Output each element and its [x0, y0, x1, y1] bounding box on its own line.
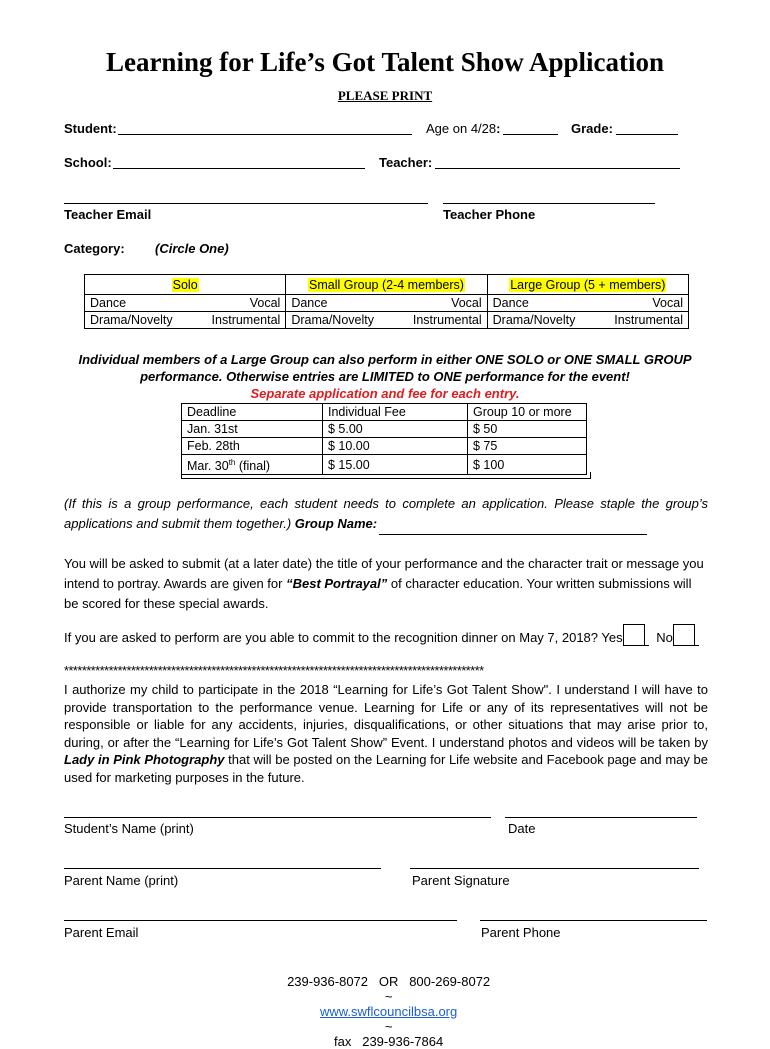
- category-small-group[interactable]: Small Group (2-4 members): [286, 275, 487, 295]
- grade-field[interactable]: [616, 134, 678, 135]
- parent-signature-label: Parent Signature: [412, 873, 510, 888]
- teacher-phone-field[interactable]: [443, 203, 655, 204]
- teacher-field[interactable]: [435, 168, 680, 169]
- parent-signature-field[interactable]: [410, 868, 699, 869]
- fee-cell: Jan. 31st: [182, 421, 323, 438]
- footer-fax: fax 239-936-7864: [334, 1034, 444, 1049]
- page-title: Learning for Life’s Got Talent Show Application: [105, 47, 665, 77]
- footer-tilde: ~: [384, 989, 393, 1004]
- yes-checkbox[interactable]: [623, 624, 645, 646]
- no-label: No: [656, 630, 673, 645]
- footer-tilde: ~: [384, 1019, 393, 1034]
- fee-cell: $ 100: [468, 455, 587, 475]
- fee-header: Group 10 or more: [468, 404, 587, 421]
- parent-name-label: Parent Name (print): [64, 873, 179, 888]
- authorization-paragraph: I authorize my child to participate in the 2018 “Learning for Life’s Got Talent Show". I understand I will have to provide transportation to the performance venue. Learning for Life or any of its representatives will not be responsible or liable for any accidents, injuries, disqualifications, or other situations that may arise prior to, during, or after the “Learning for Life’s Got Talent Show” Event. I understand photos and videos will be taken by Lady in Pink Photography that will be posted on the Learning for Life website and Facebook page and may be used for marketing purposes in the future.: [64, 682, 709, 785]
- fee-header: Individual Fee: [323, 404, 468, 421]
- school-field[interactable]: [113, 168, 365, 169]
- date-label: Date: [508, 821, 536, 836]
- notice-line-2: performance. Otherwise entries are LIMITED to ONE performance for the event!: [140, 369, 630, 384]
- website-link[interactable]: www.swflcouncilbsa.org: [319, 1004, 458, 1019]
- fee-row: [182, 438, 587, 455]
- group-name-field[interactable]: [379, 514, 647, 535]
- submission-paragraph: You will be asked to submit (at a later date) the title of your performance and the character trait or message you intend to portray. Awards are given for “Best Portrayal” of character education. Your written submissions will be scored for these special awards.: [64, 556, 704, 611]
- category-cell[interactable]: Drama/Novelty Instrumental: [286, 312, 487, 329]
- notice-line-1: Individual members of a Large Group can also perform in either ONE SOLO or ONE SMALL GROUP: [78, 352, 692, 367]
- parent-phone-field[interactable]: [480, 920, 707, 921]
- fee-cell: $ 50: [468, 421, 587, 438]
- category-label: Category:: [64, 241, 125, 256]
- fee-table: [181, 403, 587, 475]
- category-solo[interactable]: Solo: [85, 275, 286, 295]
- age-label: Age on 4/28:: [426, 121, 501, 136]
- circle-one-note: (Circle One): [155, 241, 229, 256]
- fee-cell: $ 5.00: [323, 421, 468, 438]
- category-cell[interactable]: Drama/Novelty Instrumental: [85, 312, 286, 329]
- fee-header: Deadline: [182, 404, 323, 421]
- parent-name-field[interactable]: [64, 868, 381, 869]
- no-checkbox[interactable]: [673, 624, 695, 646]
- category-row: [85, 312, 689, 329]
- student-field[interactable]: [118, 134, 412, 135]
- fee-cell: Feb. 28th: [182, 438, 323, 455]
- category-large-group[interactable]: Large Group (5 + members): [487, 275, 688, 295]
- parent-email-label: Parent Email: [64, 925, 139, 940]
- category-cell[interactable]: Dance Vocal: [487, 295, 688, 312]
- footer-phones: 239-936-8072 OR 800-269-8072: [287, 974, 491, 989]
- date-field[interactable]: [505, 817, 697, 818]
- category-cell[interactable]: Dance Vocal: [85, 295, 286, 312]
- fee-row: [182, 421, 587, 438]
- category-cell[interactable]: Drama/Novelty Instrumental: [487, 312, 688, 329]
- school-label: School:: [64, 155, 112, 170]
- teacher-phone-label: Teacher Phone: [443, 207, 536, 222]
- student-name-field[interactable]: [64, 817, 491, 818]
- footer: [0, 959, 770, 1049]
- teacher-label: Teacher:: [379, 155, 433, 170]
- fee-header-row: [182, 404, 587, 421]
- student-label: Student:: [64, 121, 117, 136]
- age-field[interactable]: [503, 134, 558, 135]
- teacher-email-field[interactable]: [64, 203, 428, 204]
- parent-email-field[interactable]: [64, 920, 457, 921]
- category-row: [85, 295, 689, 312]
- fee-cell: $ 75: [468, 438, 587, 455]
- fee-cell: $ 15.00: [323, 455, 468, 475]
- category-cell[interactable]: Dance Vocal: [286, 295, 487, 312]
- notice-line-3: Separate application and fee for each entry.: [250, 386, 520, 401]
- grade-label: Grade:: [571, 121, 613, 136]
- category-table: [84, 274, 689, 329]
- parent-phone-label: Parent Phone: [481, 925, 561, 940]
- fee-table-bottom-space: [181, 472, 591, 479]
- category-header-row: [85, 275, 689, 295]
- please-print: PLEASE PRINT: [337, 88, 433, 103]
- student-name-label: Student’s Name (print): [64, 821, 194, 836]
- dinner-question: If you are asked to perform are you able to commit to the recognition dinner on May 7, 2018? Yes No: [64, 624, 724, 646]
- fee-cell: $ 10.00: [323, 438, 468, 455]
- separator: **********************************************************************************************: [64, 664, 484, 678]
- group-paragraph: (If this is a group performance, each student needs to complete an application. Please staple the group’s applications and submit them together.) Group Name:: [64, 494, 708, 535]
- teacher-email-label: Teacher Email: [64, 207, 152, 222]
- fee-cell: Mar. 30th (final): [182, 455, 323, 475]
